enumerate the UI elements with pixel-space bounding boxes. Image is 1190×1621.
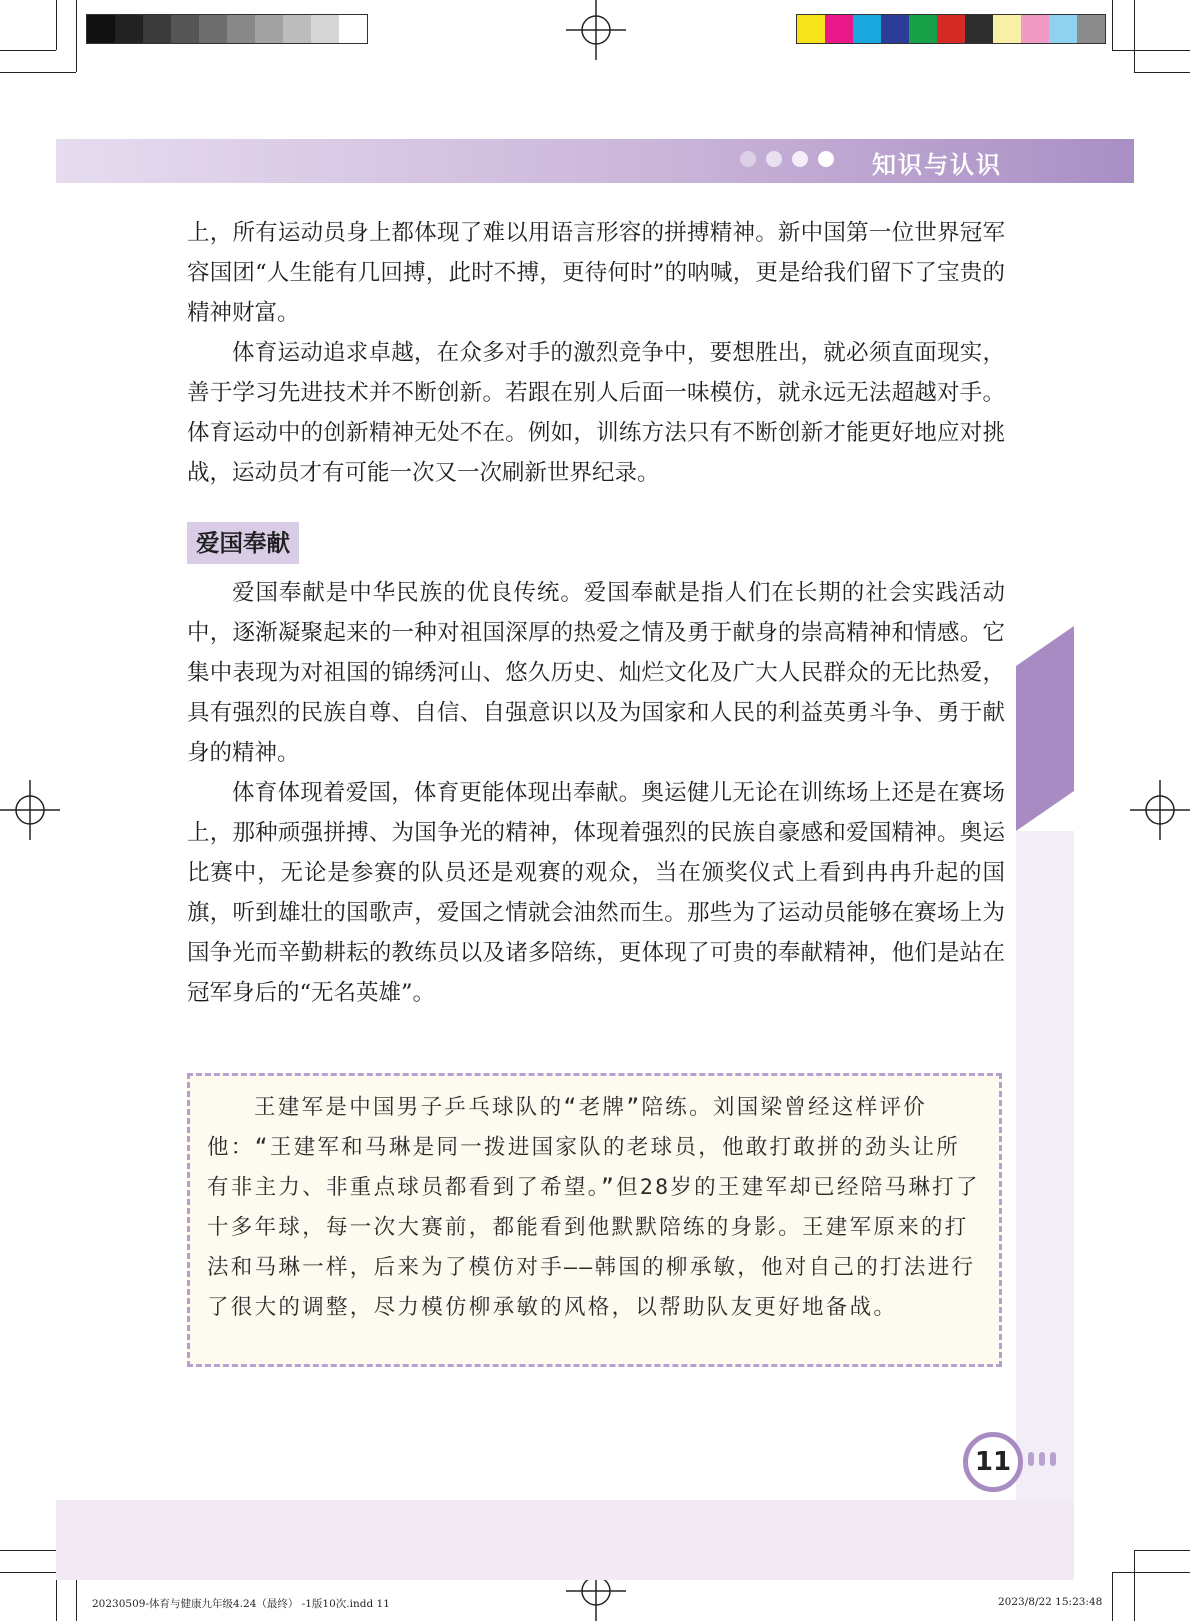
paragraph: 体育体现着爱国，体育更能体现出奉献。奥运健儿无论在训练场上还是在赛场上，那种顽强拼搏、为国争光的精神，体现着强烈的民族自豪感和爱国精神。奥运比赛中，无论是参赛的队员还是观赛的观众，当在颁奖仪式上看到冉冉升起的国旗，听到雄壮的国歌声，爱国之情就会油然而生。那些为了运动员能够在赛场上为国争光而辛勤耕耘的教练员以及诸多陪练，更体现了可贵的奉献精神，他们是站在冠军身后的“无名英雄”。: [187, 780, 1005, 1006]
print-footer-timestamp: 2023/8/22 15:23:48: [998, 1596, 1103, 1608]
crop-mark: [1134, 72, 1190, 73]
registration-mark-icon: [566, 0, 626, 60]
dot-icon: [766, 151, 782, 167]
gray-swatch: [87, 15, 115, 43]
color-swatch: [965, 15, 993, 43]
crop-mark: [76, 0, 77, 72]
color-swatch: [937, 15, 965, 43]
gray-swatch: [143, 15, 171, 43]
gray-swatch: [339, 15, 367, 43]
gray-swatch: [115, 15, 143, 43]
gray-swatch: [199, 15, 227, 43]
crop-mark: [56, 0, 57, 50]
crop-mark: [1112, 1572, 1190, 1573]
crop-mark: [0, 1550, 56, 1551]
crop-mark: [1134, 0, 1135, 72]
crop-mark: [1112, 0, 1113, 50]
paragraph: 体育运动追求卓越，在众多对手的激烈竞争中，要想胜出，就必须直面现实，善于学习先进技术并不断创新。若跟在别人后面一味模仿，就永远无法超越对手。体育运动中的创新精神无处不在。例如，训练方法只有不断创新才能更好地应对挑战，运动员才有可能一次又一次刷新世界纪录。: [187, 340, 1005, 486]
page-number-dots: [1028, 1452, 1056, 1466]
gray-swatch: [171, 15, 199, 43]
color-swatch: [853, 15, 881, 43]
dot-icon: [740, 151, 756, 167]
crop-mark: [1134, 1550, 1135, 1621]
side-tab: [1016, 626, 1074, 831]
color-swatch: [825, 15, 853, 43]
registration-mark-icon: [0, 780, 60, 840]
chapter-header-band: [56, 139, 1134, 183]
story-note-box: [187, 1073, 1002, 1367]
section-heading: 爱国奉献: [187, 522, 299, 564]
registration-mark-icon: [1130, 780, 1190, 840]
note-text: 王建军是中国男子乒乓球队的“老牌”陪练。刘国梁曾经这样评价他：“王建军和马琳是同一拨进国家队的老球员，他敢打敢拼的劲头让所有非主力、非重点球员都看到了希望。”但28岁的王建军却已经陪马琳打了十多年球，每一次大赛前，都能看到他默默陪练的身影。王建军原来的打法和马琳一样，后来为了模仿对手——韩国的柳承敏，他对自己的打法进行了很大的调整，尽力模仿柳承敏的风格，以帮助队友更好地备战。: [207, 1095, 980, 1320]
header-title: 知识与认识: [872, 151, 1002, 179]
gray-swatch: [227, 15, 255, 43]
paragraph: 上，所有运动员身上都体现了难以用语言形容的拼搏精神。新中国第一位世界冠军容国团“人生能有几回搏，此时不搏，更待何时”的呐喊，更是给我们留下了宝贵的精神财富。: [187, 220, 1005, 326]
crop-mark: [0, 50, 56, 51]
crop-mark: [1134, 1550, 1190, 1551]
dot-icon: [792, 151, 808, 167]
side-strip: [1016, 831, 1074, 1501]
color-swatch: [909, 15, 937, 43]
gray-swatch: [311, 15, 339, 43]
color-swatch: [797, 15, 825, 43]
color-swatch: [993, 15, 1021, 43]
print-footer-filename: 20230509-体育与健康九年级4.24（最终） -1版10次.indd 11: [92, 1598, 390, 1610]
crop-mark: [1112, 50, 1190, 51]
dot-icon: [1050, 1452, 1056, 1466]
body-text-top: [187, 213, 1005, 493]
body-text-section: [187, 573, 1005, 1013]
paragraph: 爱国奉献是中华民族的优良传统。爱国奉献是指人们在长期的社会实践活动中，逐渐凝聚起来的一种对祖国深厚的热爱之情及勇于献身的崇高精神和情感。它集中表现为对祖国的锦绣河山、悠久历史、灿烂文化及广大人民群众的无比热爱，具有强烈的民族自尊、自信、自强意识以及为国家和人民的利益英勇斗争、勇于献身的精神。: [187, 580, 1005, 766]
page-number: 11: [963, 1432, 1023, 1492]
header-dots: [740, 151, 834, 167]
dot-icon: [1039, 1452, 1045, 1466]
crop-mark: [0, 72, 76, 73]
color-swatch: [881, 15, 909, 43]
dot-icon: [1028, 1452, 1034, 1466]
color-swatch: [1021, 15, 1049, 43]
gray-swatch: [255, 15, 283, 43]
crop-mark: [1112, 1572, 1113, 1621]
color-calibration-strip: [796, 14, 1106, 44]
color-swatch: [1077, 15, 1105, 43]
color-swatch: [1049, 15, 1077, 43]
gray-swatch: [283, 15, 311, 43]
dot-icon: [818, 151, 834, 167]
bottom-band: [56, 1500, 1074, 1580]
grayscale-calibration-strip: [86, 14, 368, 44]
